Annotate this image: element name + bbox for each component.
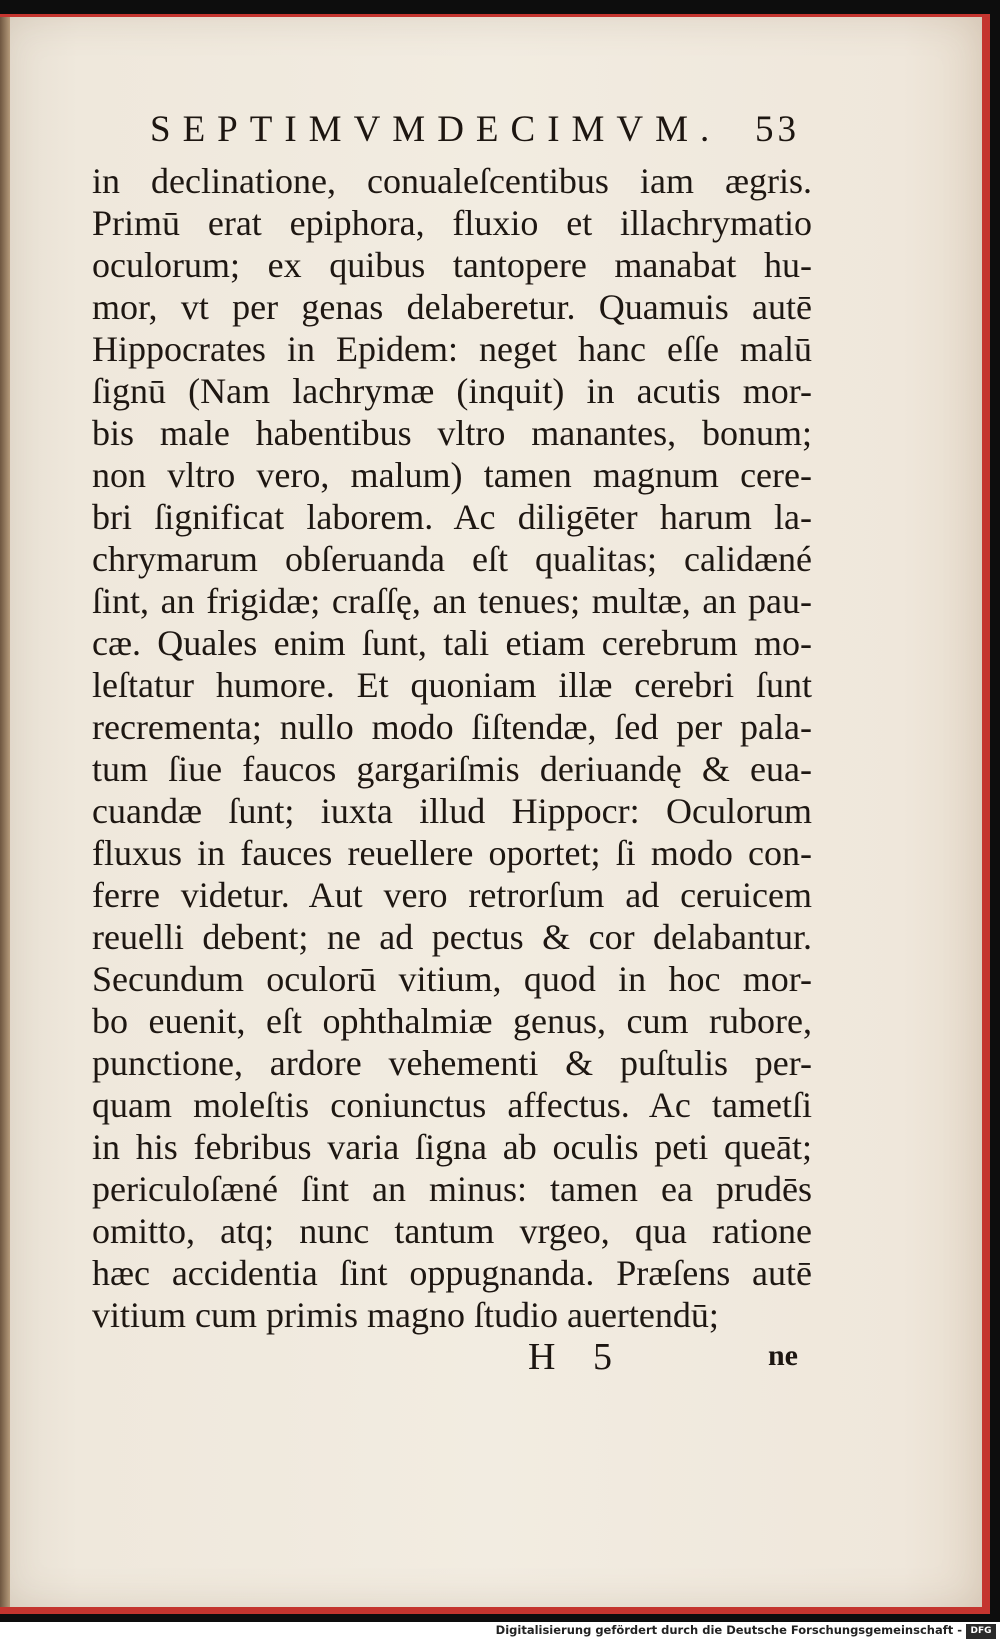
text-line: chrymarum obſeruanda eſt qualitas; calidæné	[92, 539, 812, 579]
running-title: SEPTIMVMDECIMVM.	[150, 108, 722, 150]
signature-line	[0, 1335, 982, 1385]
text-line: non vltro vero, malum) tamen magnum cere-	[92, 455, 812, 495]
text-line: in his febribus varia ſigna ab oculis peti queāt;	[92, 1127, 812, 1167]
text-line: recrementa; nullo modo ſiſtendæ, ſed per pala-	[92, 707, 812, 747]
text-line: oculorum; ex quibus tantopere manabat hu-	[92, 245, 812, 285]
text-line: hæc accidentia ſint oppugnanda. Præſens autē	[92, 1253, 812, 1293]
text-line: vitium cum primis magno ſtudio auertendū;	[92, 1295, 719, 1335]
text-line: leſtatur humore. Et quoniam illæ cerebri ſunt	[92, 665, 812, 705]
text-line: bis male habentibus vltro manantes, bonum;	[92, 413, 812, 453]
text-line: cæ. Quales enim ſunt, tali etiam cerebrum mo-	[92, 623, 812, 663]
book-page	[0, 17, 982, 1607]
text-line: Secundum oculorū vitium, quod in hoc mor-	[92, 959, 812, 999]
funding-credit: Digitalisierung gefördert durch die Deutsche Forschungsgemeinschaft -	[495, 1623, 962, 1637]
text-line: bo euenit, eſt ophthalmiæ genus, cum rubore,	[92, 1001, 812, 1041]
text-line: in declinatione, conualeſcentibus iam ægris.	[92, 161, 812, 201]
page-number: 53	[755, 108, 800, 150]
text-line: Hippocrates in Epidem: neget hanc eſſe malū	[92, 329, 812, 369]
text-line: periculoſæné ſint an minus: tamen ea prudēs	[92, 1169, 812, 1209]
dfg-logo: DFG	[966, 1624, 996, 1639]
text-line: ferre videtur. Aut vero retrorſum ad ceruicem	[92, 875, 812, 915]
text-line: mor, vt per genas delaberetur. Quamuis autē	[92, 287, 812, 327]
text-line: ſint, an frigidæ; craſſę, an tenues; multæ, an pau-	[92, 581, 812, 621]
catchword: ne	[768, 1339, 798, 1372]
text-line: reuelli debent; ne ad pectus & cor delabantur.	[92, 917, 812, 957]
text-line: bri ſignificat laborem. Ac diligēter harum la-	[92, 497, 812, 537]
text-line: fluxus in fauces reuellere oportet; ſi modo con-	[92, 833, 812, 873]
body-text	[92, 160, 812, 1336]
signature-mark: H 5	[528, 1336, 626, 1378]
digitization-footer	[0, 1622, 1000, 1641]
text-line: quam moleſtis coniunctus affectus. Ac tametſi	[92, 1085, 812, 1125]
text-line: Primū erat epiphora, fluxio et illachrymatio	[92, 203, 812, 243]
text-line: tum ſiue faucos gargariſmis deriuandę & eua-	[92, 749, 812, 789]
running-head	[150, 99, 800, 159]
text-line: punctione, ardore vehementi & puſtulis per-	[92, 1043, 812, 1083]
text-line: ſignū (Nam lachrymæ (inquit) in acutis mor-	[92, 371, 812, 411]
text-line: omitto, atq; nunc tantum vrgeo, qua ratione	[92, 1211, 812, 1251]
text-line: cuandæ ſunt; iuxta illud Hippocr: Oculorum	[92, 791, 812, 831]
